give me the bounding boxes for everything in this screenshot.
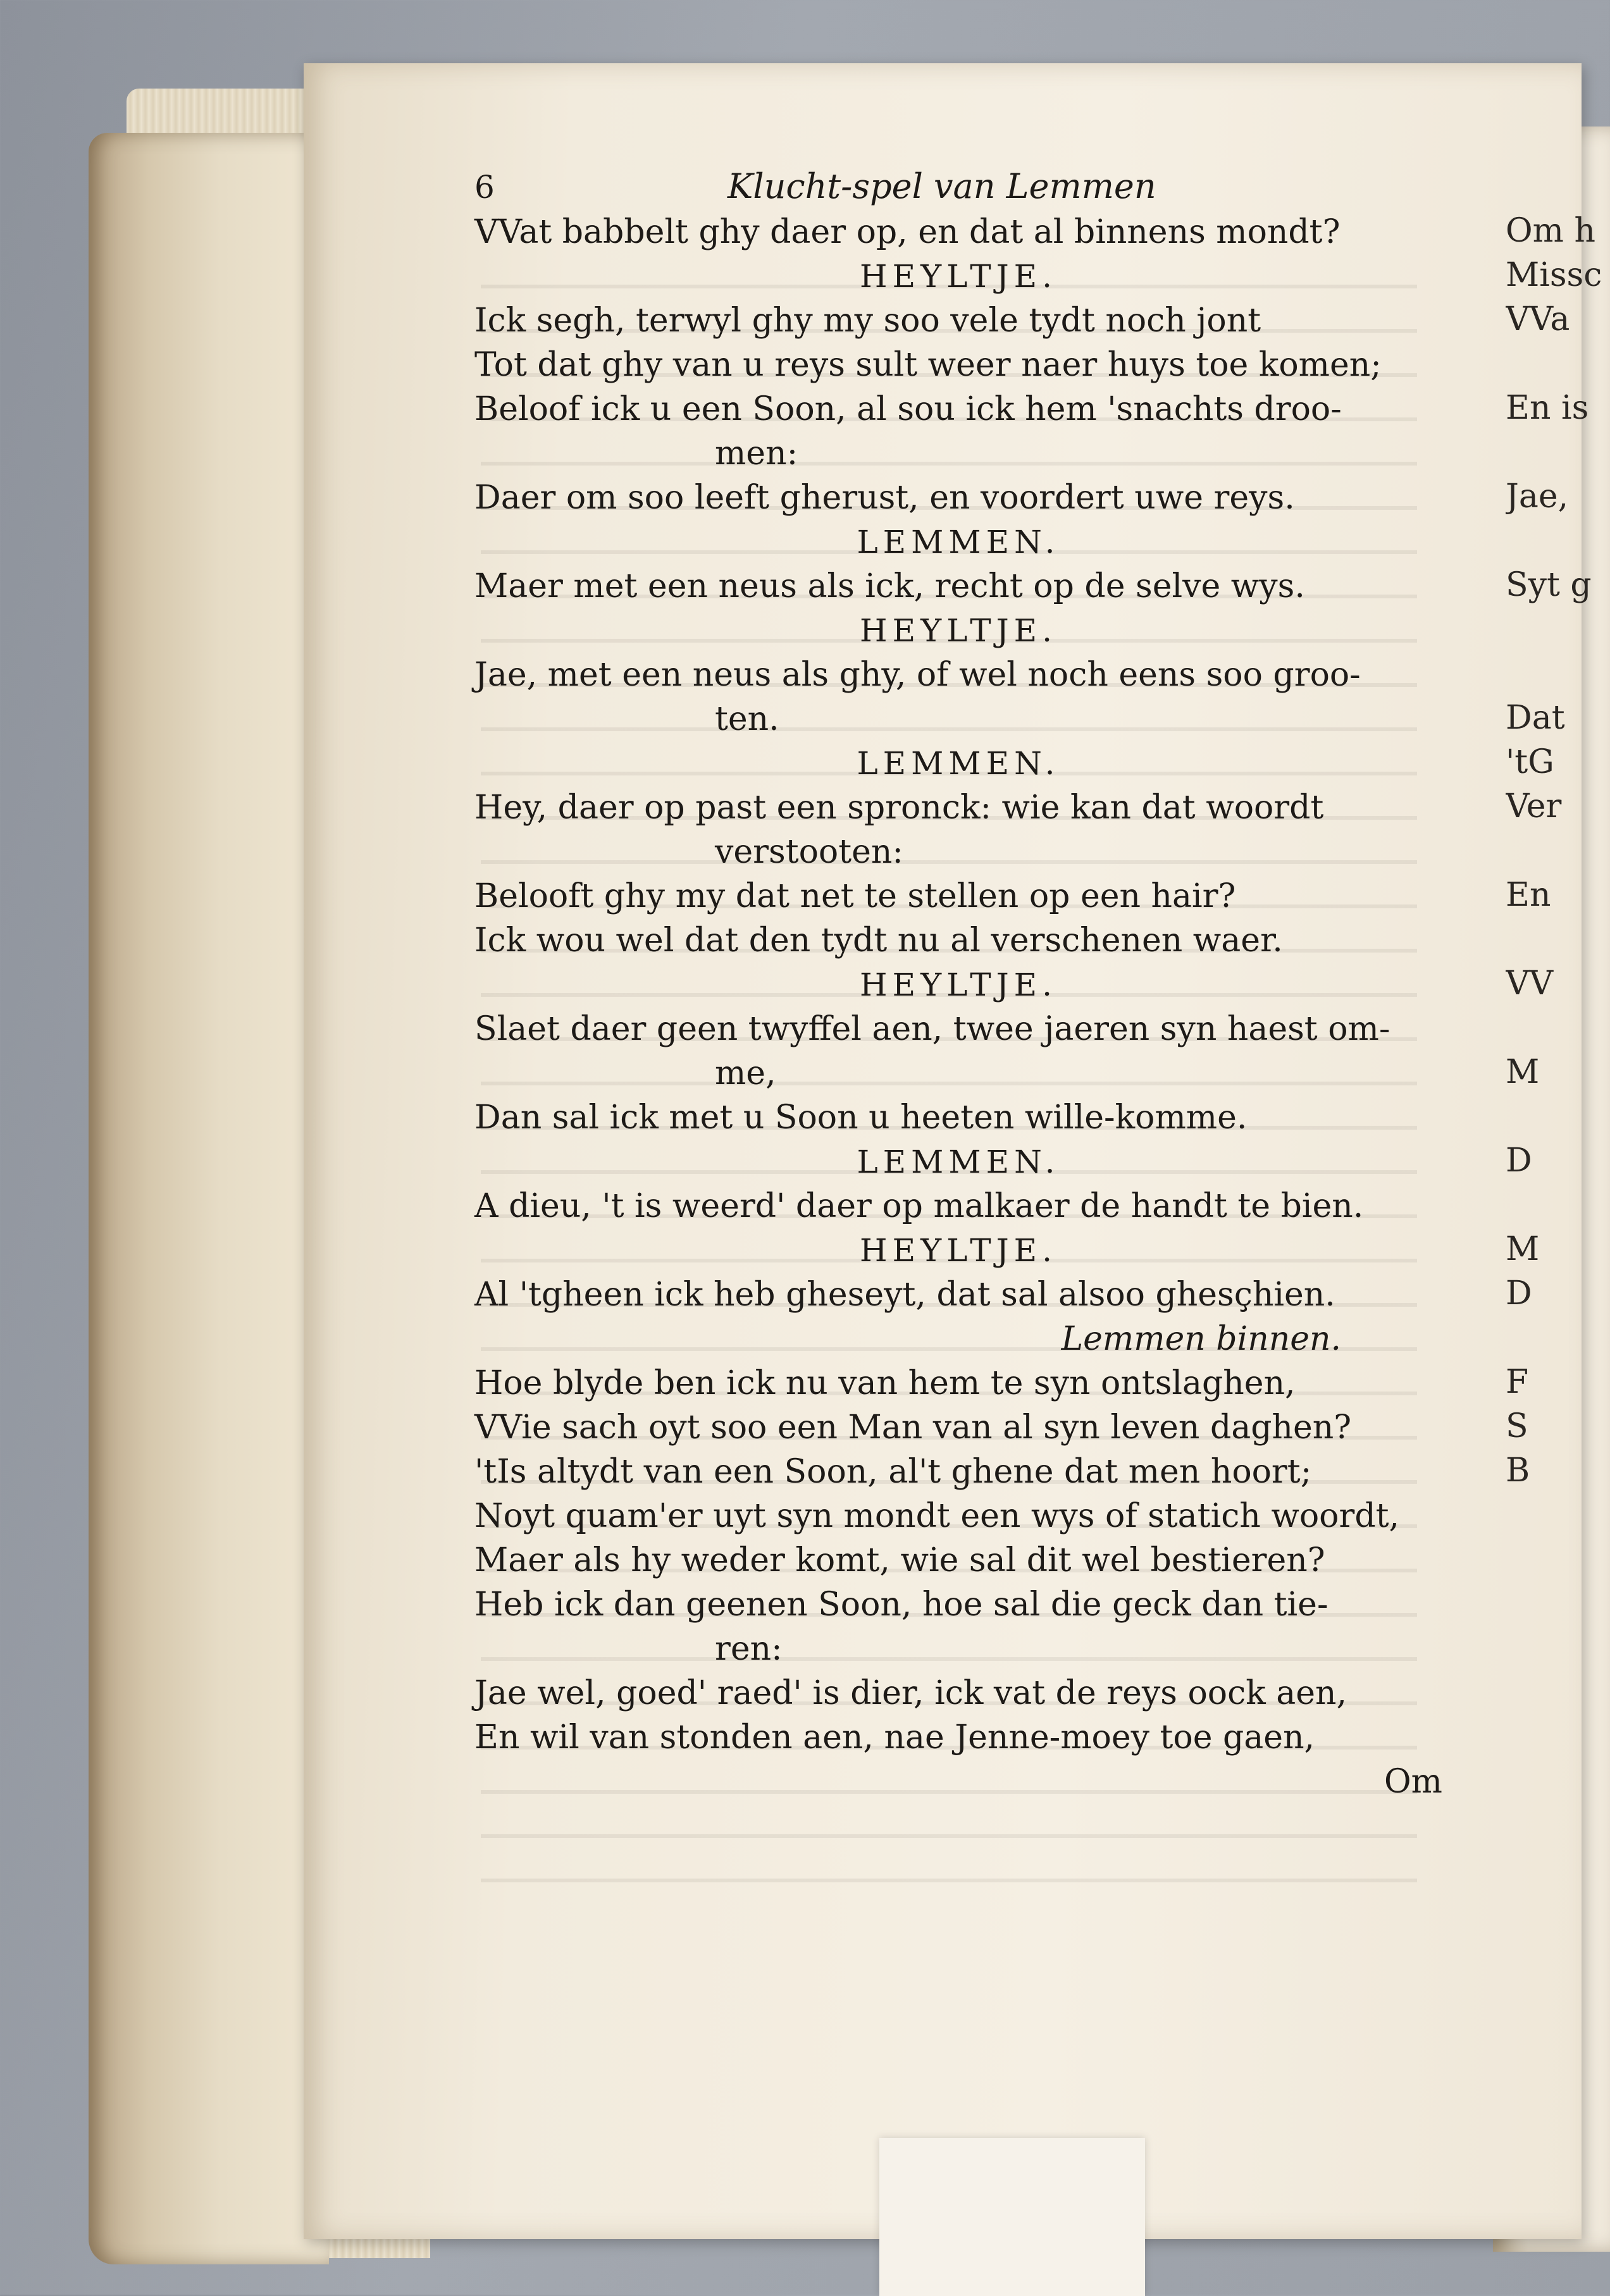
turnover-line: ten.: [715, 700, 779, 738]
facing-page-line: [1506, 342, 1607, 386]
verse-line: 'tIs altydt van een Soon, al't ghene dat men hoort;: [474, 1453, 1312, 1491]
speaker-name: HEYLTJE.: [859, 258, 1058, 295]
verse-line: Daer om soo leeft gherust, en voordert uwe reys.: [474, 479, 1295, 517]
facing-page-line: [1506, 829, 1607, 873]
facing-page-line: En is: [1506, 389, 1589, 427]
speaker-name: HEYLTJE.: [859, 1232, 1058, 1269]
running-title: Klucht-spel van Lemmen: [728, 166, 1156, 206]
verse-line: Maer met een neus als ick, recht op de selve wys.: [474, 567, 1305, 605]
facing-page-line: F: [1506, 1363, 1529, 1401]
facing-page-line: Om h: [1506, 212, 1595, 250]
verse-line: En wil van stonden aen, nae Jenne-moey toe gaen,: [474, 1719, 1315, 1756]
turnover-line: ren:: [715, 1630, 783, 1668]
verse-line: Tot dat ghy van u reys sult weer naer huys toe komen;: [474, 346, 1382, 384]
paper-slip: [879, 2138, 1145, 2296]
facing-page-line: 'tG: [1506, 743, 1554, 781]
stage-direction: Lemmen binnen.: [1061, 1320, 1341, 1358]
page-number: 6: [474, 169, 495, 206]
page-edges: [89, 133, 329, 2264]
facing-page-line: Jae,: [1506, 478, 1569, 515]
page-text: [474, 164, 1442, 1804]
verse-line: Dan sal ick met u Soon u heeten wille-komme.: [474, 1099, 1248, 1137]
facing-page-line: S: [1506, 1407, 1528, 1445]
verse-line: Hey, daer op past een spronck: wie kan dat woordt: [474, 789, 1324, 827]
page-header: [474, 164, 1442, 210]
facing-page-line: [1506, 1183, 1607, 1227]
speaker-name: HEYLTJE.: [859, 966, 1058, 1003]
facing-page-line: VV: [1506, 965, 1554, 1003]
facing-page-line: B: [1506, 1452, 1530, 1490]
facing-page-line: Syt g: [1506, 566, 1592, 604]
facing-page-line: [1506, 1094, 1607, 1139]
verse-line: Jae, met een neus als ghy, of wel noch eens soo groo-: [474, 656, 1361, 694]
facing-page-line: M: [1506, 1053, 1540, 1091]
verse-line: Maer als hy weder komt, wie sal dit wel bestieren?: [474, 1541, 1325, 1579]
facing-page-line: [1506, 1316, 1607, 1360]
turnover-line: men:: [715, 435, 798, 472]
facing-page-line: [1506, 519, 1607, 563]
speaker-name: LEMMEN.: [857, 745, 1060, 782]
speaker-name: LEMMEN.: [857, 524, 1060, 560]
facing-page-line: M: [1506, 1230, 1540, 1268]
facing-page-line: [1506, 651, 1607, 696]
facing-page-line: [1506, 430, 1607, 474]
speaker-name: HEYLTJE.: [859, 612, 1058, 649]
facing-page-line: En: [1506, 876, 1551, 914]
verse-line: Ick wou wel dat den tydt nu al verschenen waer.: [474, 922, 1283, 960]
verse-line: VVie sach oyt soo een Man van al syn leven daghen?: [474, 1409, 1352, 1447]
facing-page-line: D: [1506, 1142, 1532, 1180]
verse-line: Al 'tgheen ick heb gheseyt, dat sal alsoo ghesçhien.: [474, 1276, 1335, 1314]
facing-page-line: Ver: [1506, 787, 1562, 825]
facing-page-line: Dat: [1506, 699, 1565, 737]
verse-line: Jae wel, goed' raed' is dier, ick vat de reys oock aen,: [474, 1674, 1347, 1712]
verse-line: Belooft ghy my dat net te stellen op een hair?: [474, 877, 1236, 915]
facing-page-line: Missc: [1506, 256, 1602, 294]
facing-page-line: [1506, 917, 1607, 961]
facing-page-line: VVa: [1506, 300, 1570, 338]
speaker-name: LEMMEN.: [857, 1144, 1060, 1180]
catchword: Om: [1384, 1763, 1442, 1801]
verse-line: A dieu, 't is weerd' daer op malkaer de handt te bien.: [474, 1187, 1364, 1225]
facing-page-line: [1506, 607, 1607, 651]
turnover-line: verstooten:: [715, 833, 903, 871]
verse-line: Ick segh, terwyl ghy my soo vele tydt noch jont: [474, 302, 1261, 340]
facing-page-text: [1506, 209, 1607, 1493]
text-lines: [474, 210, 1442, 1804]
verse-line: Noyt quam'er uyt syn mondt een wys of statich woordt,: [474, 1497, 1400, 1535]
verse-line: Hoe blyde ben ick nu van hem te syn ontslaghen,: [474, 1364, 1296, 1402]
verse-line: Beloof ick u een Soon, al sou ick hem 'snachts droo-: [474, 390, 1342, 428]
verse-line: Slaet daer geen twyffel aen, twee jaeren syn haest om-: [474, 1010, 1390, 1048]
facing-page-line: [1506, 1006, 1607, 1050]
verse-line: VVat babbelt ghy daer op, en dat al binnens mondt?: [474, 213, 1341, 251]
facing-page-line: D: [1506, 1275, 1532, 1312]
verse-line: Heb ick dan geenen Soon, hoe sal die geck dan tie-: [474, 1586, 1328, 1624]
turnover-line: me,: [715, 1054, 776, 1092]
